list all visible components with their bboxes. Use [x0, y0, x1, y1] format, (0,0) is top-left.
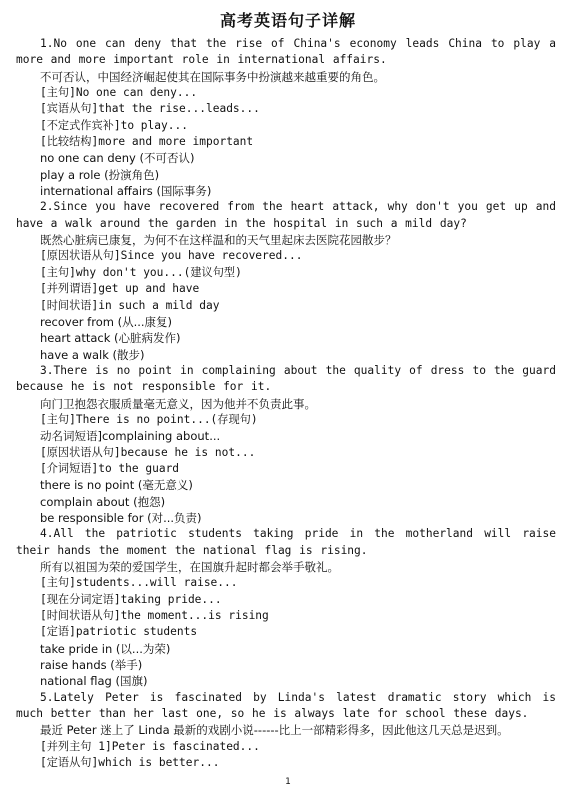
explanation-line: heart attack (心脏病发作)	[40, 331, 181, 346]
explanation-line: [定语从句]which is better...	[40, 756, 220, 770]
sentence-paragraph: 4.All the patriotic students taking pride in the motherland will raise their hands the moment the national flag is rising.	[16, 527, 556, 557]
explanation-line: [主句]why don't you...(建议句型)	[40, 265, 242, 279]
explanation-line: be responsible for (对...负责)	[40, 510, 202, 525]
explanation-line: [比较结构]more and more important	[40, 135, 254, 149]
document-title: 高考英语句子详解	[219, 11, 356, 30]
explanation-line: 向门卫抱怨衣服质量毫无意义，因为他并不负责此事。	[40, 396, 316, 411]
explanation-line: [原因状语从句]Since you have recovered...	[40, 249, 303, 263]
document-body	[16, 36, 556, 771]
sentence-paragraph: 1.No one can deny that the rise of China's economy leads China to play a more and more important role in international affairs.	[16, 37, 556, 67]
explanation-line: [并列主句 1]Peter is fascinated...	[40, 739, 260, 753]
explanation-line: take pride in (以...为荣)	[40, 641, 171, 656]
explanation-line: 既然心脏病已康复，为何不在这样温和的天气里起床去医院花园散步？	[40, 233, 397, 248]
explanation-line: recover from (从...康复)	[40, 314, 173, 329]
sentence-paragraph: 5.Lately Peter is fascinated by Linda's latest dramatic story which is much better than her last one, so he is always late for school these days.	[16, 690, 556, 721]
sentence-paragraph: 3.There is no point in complaining about the quality of dress to the guard because he is not responsible for it.	[16, 363, 556, 394]
explanation-line: [时间状语]in such a mild day	[40, 298, 220, 312]
explanation-line: [主句]There is no point...(存现句)	[40, 412, 258, 426]
explanation-line: [主句]students...will raise...	[40, 576, 238, 590]
explanation-line: 动名词短语]complaining about...	[40, 429, 221, 444]
explanation-line: play a role (扮演角色)	[40, 167, 160, 182]
explanation-line: [介词短语]to the guard	[40, 461, 180, 475]
explanation-line: complain about (抱怨)	[40, 494, 166, 509]
explanation-line: [定语]patriotic students	[40, 625, 198, 639]
explanation-line: [现在分词定语]taking pride...	[40, 592, 222, 606]
explanation-line: [原因状语从句]because he is not...	[40, 445, 256, 459]
explanation-line: [宾语从句]that the rise...leads...	[40, 102, 260, 116]
page-number: 1	[285, 777, 291, 787]
explanation-line: 最近 Peter 迷上了 Linda 最新的戏剧小说------比上一部精彩得多，因此他这几天总是迟到。	[40, 723, 509, 738]
explanation-line: there is no point (毫无意义)	[40, 478, 193, 493]
explanation-line: raise hands (举手)	[40, 658, 143, 673]
sentence-paragraph: 2.Since you have recovered from the heart attack, why don't you get up and have a walk around the garden in the hospital in such a mild day?	[16, 200, 556, 230]
explanation-line: international affairs (国际事务)	[40, 184, 212, 199]
explanation-line: no one can deny (不可否认)	[40, 151, 195, 166]
explanation-line: [并列谓语]get up and have	[40, 282, 200, 296]
explanation-line: 所有以祖国为荣的爱国学生，在国旗升起时都会举手敬礼。	[40, 560, 339, 574]
explanation-line: [主句]No one can deny...	[40, 86, 198, 100]
explanation-line: national flag (国旗)	[40, 674, 148, 689]
explanation-line: have a walk (散步)	[40, 347, 145, 362]
explanation-line: [时间状语从句]the moment...is rising	[40, 609, 269, 623]
explanation-line: [不定式作宾补]to play...	[40, 118, 188, 132]
explanation-line: 不可否认，中国经济崛起使其在国际事务中扮演越来越重要的角色。	[40, 69, 385, 84]
